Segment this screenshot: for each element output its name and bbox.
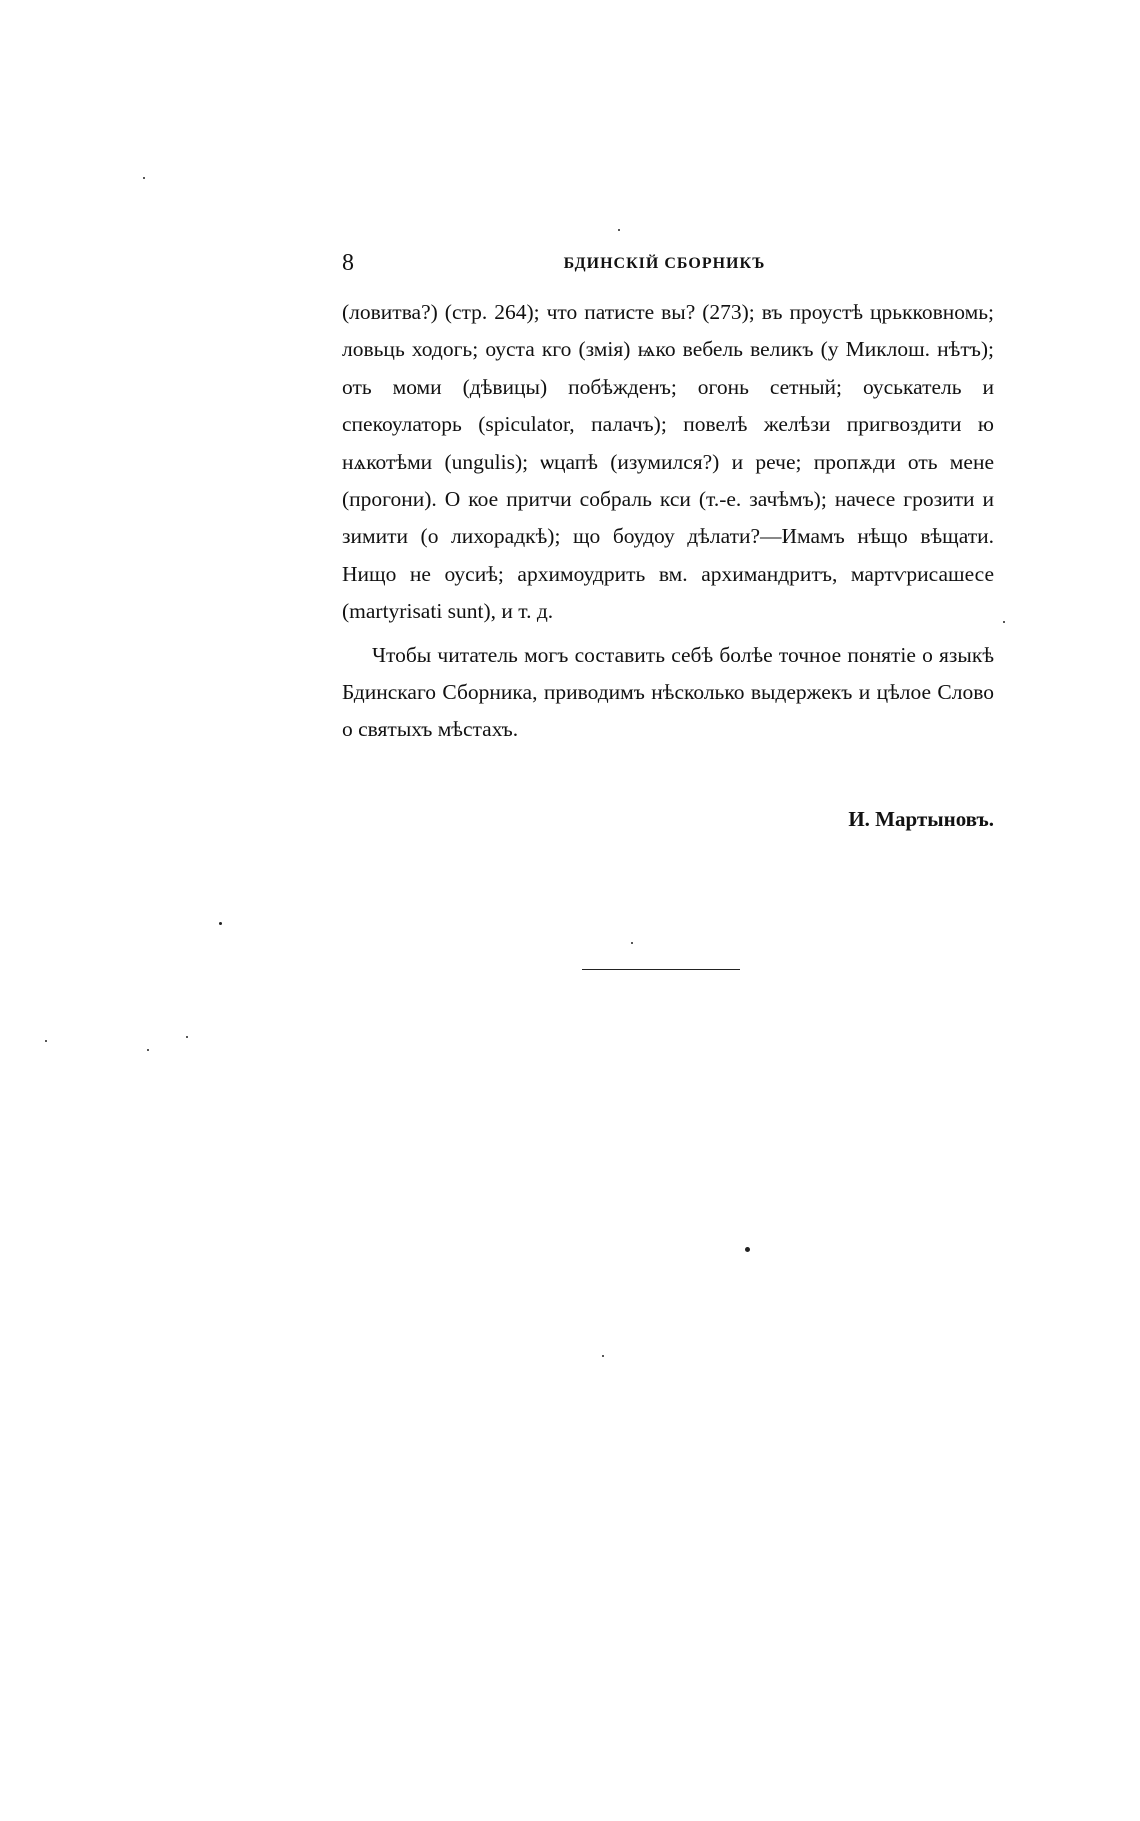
page-number: 8	[342, 250, 354, 276]
running-title: БДИНСКІЙ СБОРНИКЪ	[563, 255, 766, 272]
paragraph-old-slavonic-examples: (ловитва?) (стр. 264); что патисте вы? (273); въ проустѣ црькковномь; ловьць ходогь; оуста кго (змія) ѩко вебель великъ (у Миклош. нѣтъ); оть моми (дѣвицы) побѣжденъ; огонь сетный; оуськатель и спекоулаторь (spiculator, палачъ); повелѣ желѣзи пригвоздити ю нѧкотѣми (ungulis); ѡцапѣ (изумился?) и рече; пропѫди оть мене (прогони). О кое притчи собраль кси (т.-е. зачѣмъ); начесе грозити и зимити (о лихорадкѣ); що боудоу дѣлати?—Имамъ нѣщо вѣщати. Нищо не оусиѣ; архимоудрить вм. архимандритъ, мартѵрисашесе (martyrisati sunt), и т. д.	[342, 300, 994, 624]
scan-speck	[602, 1355, 604, 1357]
paragraph-closing-note: Чтобы читатель могъ составить себѣ болѣе точное понятіе о языкѣ Бдинскаго Сборника, приводимъ нѣсколько выдержекъ и цѣлое Слово о святыхъ мѣстахъ.	[342, 642, 994, 742]
end-divider-line	[582, 969, 740, 970]
scan-speck	[186, 1036, 188, 1038]
scan-speck	[45, 1040, 47, 1042]
scan-speck	[219, 922, 222, 925]
scan-speck	[745, 1247, 750, 1252]
scan-speck	[143, 177, 145, 179]
scan-speck	[631, 942, 633, 944]
scan-speck	[147, 1049, 149, 1051]
scan-speck	[618, 229, 620, 231]
scan-speck	[1003, 621, 1005, 623]
page-header	[342, 248, 987, 282]
body-text	[342, 294, 994, 749]
author-signature: И. Мартыновъ.	[848, 807, 994, 831]
